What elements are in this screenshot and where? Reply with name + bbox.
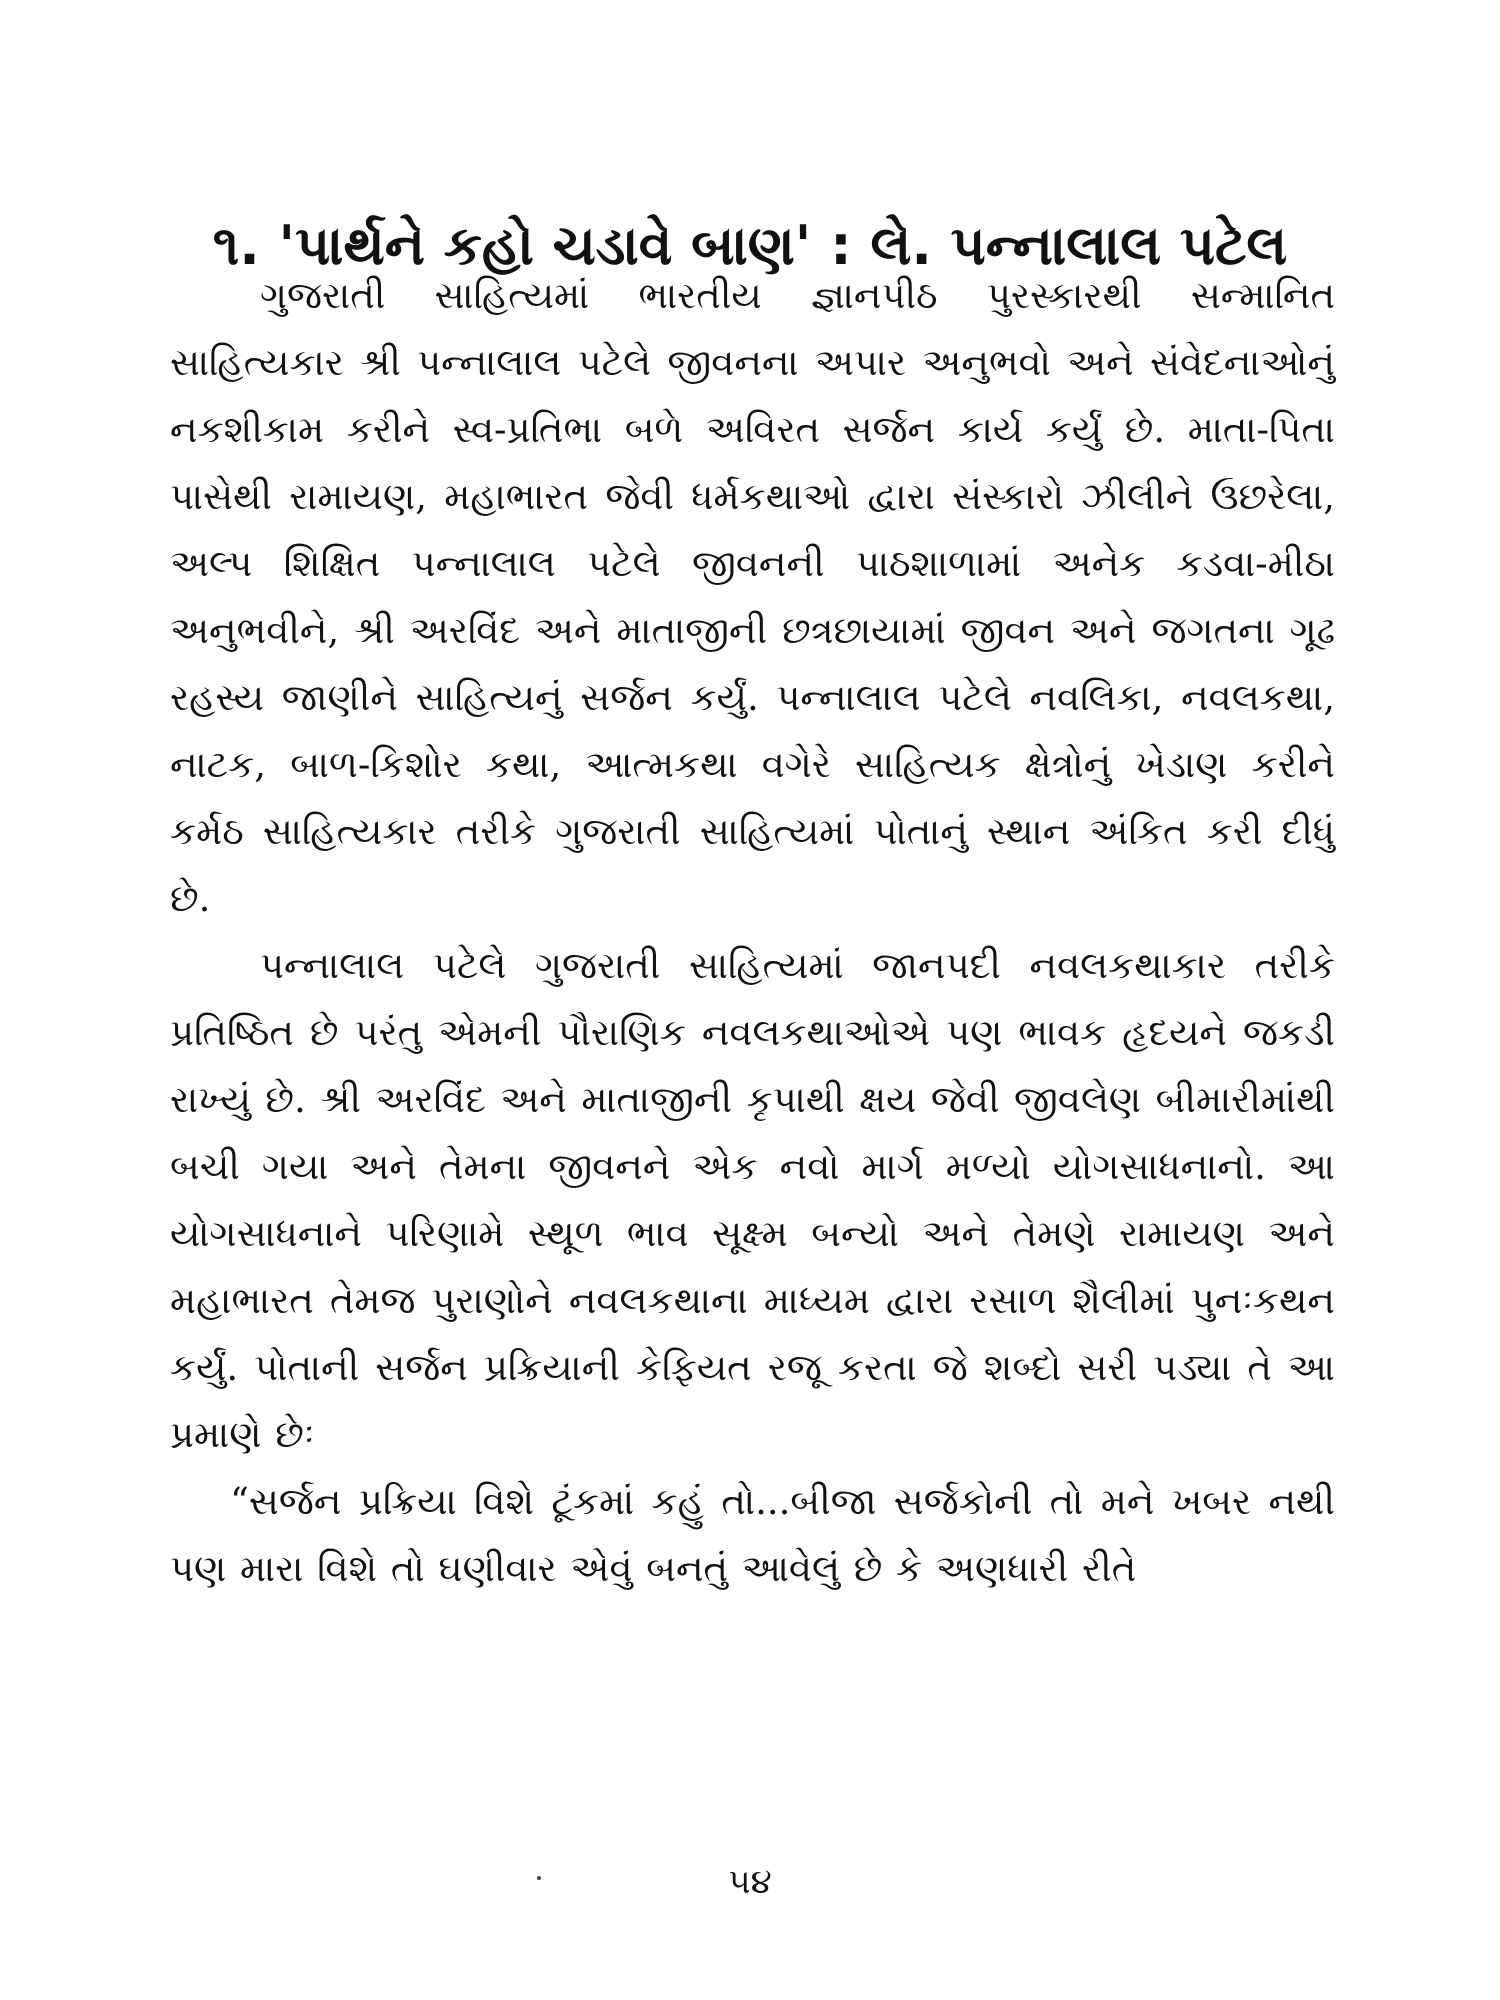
paragraph-mythological-novels: પન્નાલાલ પટેલે ગુજરાતી સાહિત્યમાં જાનપદી નવલકથાકાર તરીકે પ્રતિષ્ઠિત છે પરંતુ એમની પૌરાણિક નવલકથાઓએ પણ ભાવક હૃદયને જકડી રાખ્યું છે. શ્રી અરવિંદ અને માતાજીની કૃપાથી ક્ષય જેવી જીવલેણ બીમારીમાંથી બચી ગયા અને તેમના જીવનને એક નવો માર્ગ મળ્યો યોગસાધનાનો. આ યોગસાધનાને પરિણામે સ્થૂળ ભાવ સૂક્ષ્મ બન્યો અને તેમણે રામાયણ અને મહાભારત તેમજ પુરાણોને નવલકથાના માધ્યમ દ્વારા રસાળ શૈલીમાં પુનઃકથન કર્યું. પોતાની સર્જન પ્રક્રિયાની કેફિયત રજૂ કરતા જે શબ્દો સરી પડ્યા તે આ પ્રમાણે છેઃ — [170, 944, 1335, 1456]
paragraph-quote: “સર્જન પ્રક્રિયા વિશે ટૂંકમાં કહું તો...બીજા સર્જકોની તો મને ખબર નથી પણ મારા વિશે તો ઘણીવાર એવું બનતું આવેલું છે કે અણધારી રીતે — [170, 1480, 1335, 1590]
body-text — [170, 262, 1335, 1602]
paragraph-intro: ગુજરાતી સાહિત્યમાં ભારતીય જ્ઞાનપીઠ પુરસ્કારથી સન્માનિત સાહિત્યકાર શ્રી પન્નાલાલ પટેલે જીવનના અપાર અનુભવો અને સંવેદનાઓનું નકશીકામ કરીને સ્વ-પ્રતિભા બળે અવિરત સર્જન કાર્ય કર્યું છે. માતા-પિતા પાસેથી રામાયણ, મહાભારત જેવી ધર્મકથાઓ દ્વારા સંસ્કારો ઝીલીને ઉછરેલા, અલ્પ શિક્ષિત પન્નાલાલ પટેલે જીવનની પાઠશાળામાં અનેક કડવા-મીઠા અનુભવીને, શ્રી અરવિંદ અને માતાજીની છત્રછાયામાં જીવન અને જગતના ગૂઢ રહસ્ય જાણીને સાહિત્યનું સર્જન કર્યું. પન્નાલાલ પટેલે નવલિકા, નવલકથા, નાટક, બાળ-કિશોર કથા, આત્મકથા વગેરે સાહિત્યક ક્ષેત્રોનું ખેડાણ કરીને કર્મઠ સાહિત્યકાર તરીકે ગુજરાતી સાહિત્યમાં પોતાનું સ્થાન અંકિત કરી દીધું છે. — [170, 274, 1335, 920]
page-number: ૫૪ — [728, 1862, 772, 1902]
scan-speck — [537, 1876, 541, 1880]
chapter-title: ૧. 'પાર્થને કહો ચડાવે બાણ' : લે. પન્નાલાલ પટેલ — [212, 214, 1288, 278]
